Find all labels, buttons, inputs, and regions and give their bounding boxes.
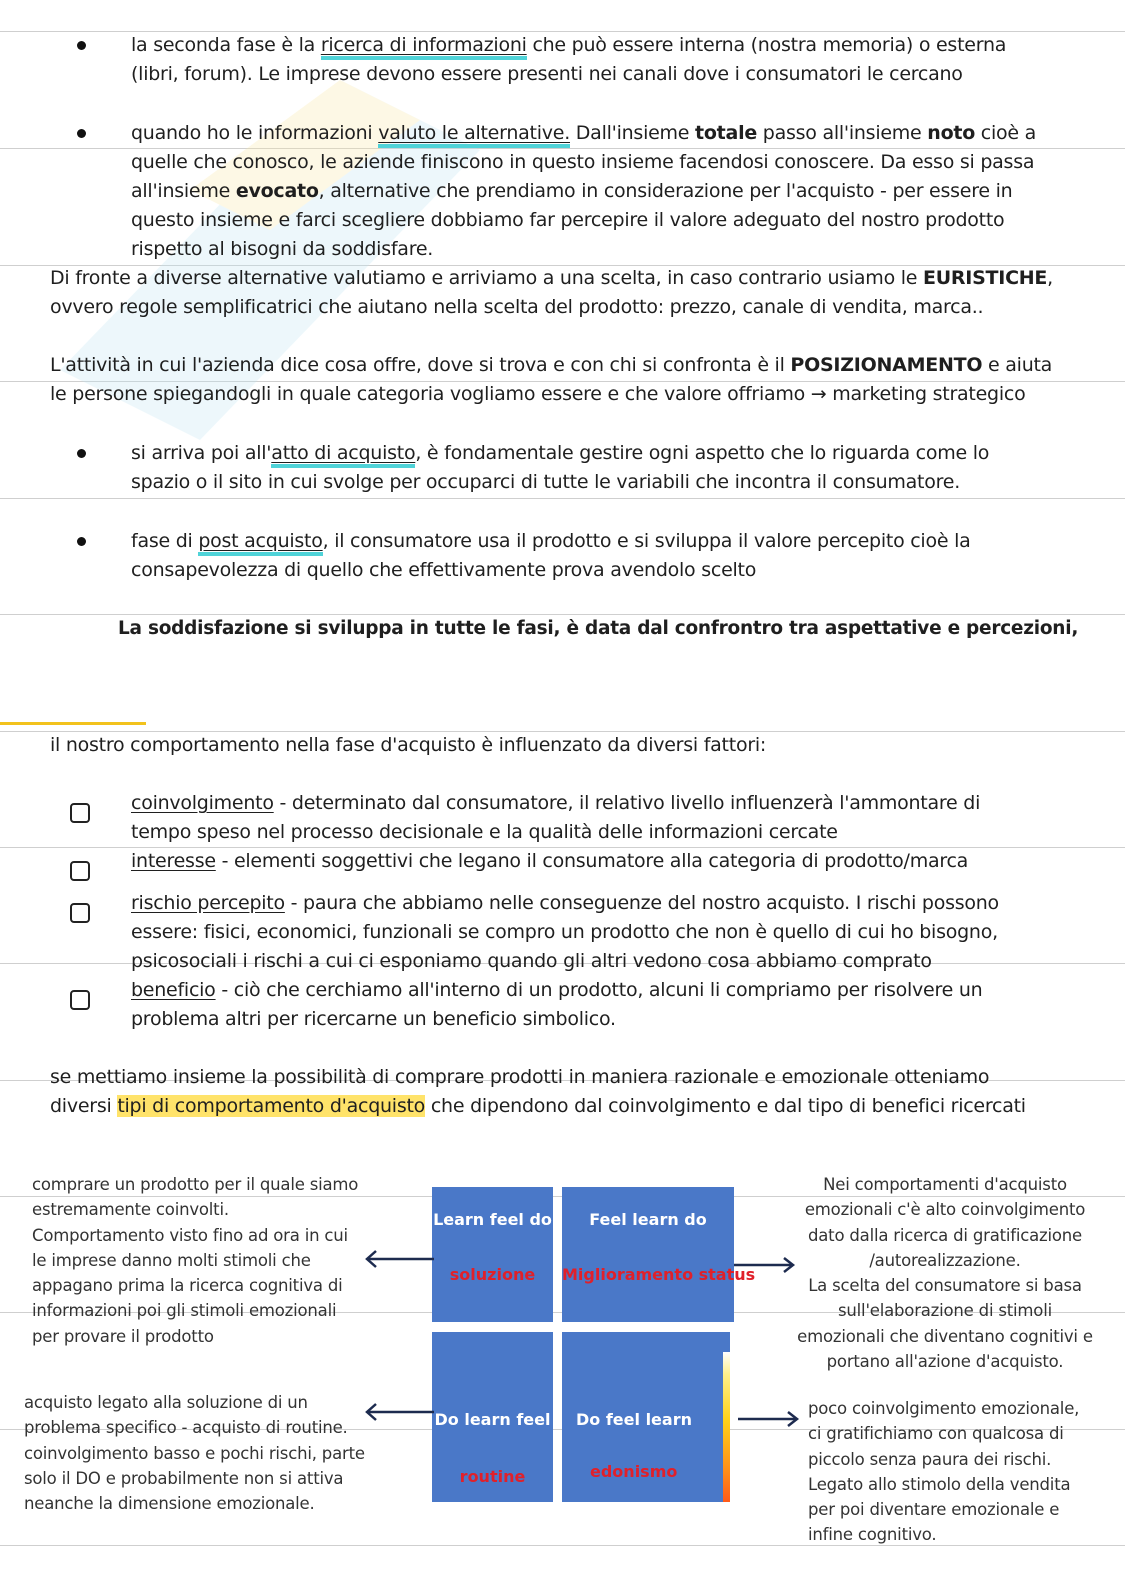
desc-feel-learn-do: Nei comportamenti d'acquisto emozionali c'è alto coinvolgimento dato dalla ricerca di gratificazione /autorealizzazione. La scelta del consumatore si basa sull'elaborazione di stimoli emozionali che diventano cognitivi e portano all'azione d'acquisto. (797, 1175, 1093, 1372)
conclusion-text: La soddisfazione si sviluppa in tutte le fasi, è data dal confrontro tra aspettative e percezioni, (118, 618, 1079, 639)
arrow-left-icon (364, 1402, 436, 1422)
bullet-4-line-2: consapevolezza di quello che effettivamente prova avendolo scelto (131, 559, 757, 581)
box-label: soluzione (449, 1265, 536, 1284)
box-feel-learn-do (562, 1187, 756, 1322)
checkbox-icon[interactable] (70, 903, 90, 923)
checkbox-icon[interactable] (70, 861, 90, 881)
box-title: Learn feel do (433, 1210, 552, 1229)
bullet-1-line-1: la seconda fase è la ricerca di informazioni che può essere interna (nostra memoria) o esterna (131, 31, 1006, 60)
paragraph-euristiche-line-2: ovvero regole semplificatrici che aiutano nella scelta del prodotto: prezzo, canale di vendita, marca.. (50, 296, 984, 318)
checkbox-icon[interactable] (70, 990, 90, 1010)
box-title: Do learn feel (434, 1410, 551, 1429)
paragraph-euristiche-line-1: Di fronte a diverse alternative valutiamo e arriviamo a una scelta, in caso contrario usiamo le EURISTICHE, (50, 267, 1053, 289)
paragraph-posizionamento-line-1: L'attività in cui l'azienda dice cosa offre, dove si trova e con chi si confronta è il POSIZIONAMENTO e aiuta (50, 354, 1053, 376)
box-do-learn-feel (432, 1332, 553, 1502)
checkbox-icon[interactable] (70, 803, 90, 823)
factor-coinvolgimento-line-1: coinvolgimento - determinato dal consumatore, il relativo livello influenzerà l'ammontare di (131, 792, 981, 814)
gradient-bar (723, 1352, 730, 1502)
bullet-1-line-2: (libri, forum). Le imprese devono essere presenti nei canali dove i consumatori le cercano (131, 63, 963, 85)
arrow-right-icon (736, 1409, 800, 1429)
bullet-icon (77, 129, 86, 138)
box-do-feel-learn (562, 1332, 730, 1502)
box-label: edonismo (590, 1462, 678, 1481)
box-learn-feel-do (432, 1187, 553, 1322)
factor-rischio-line-3: psicosociali i rischi a cui ci esponiamo quando gli altri vedono cosa abbiamo comprato (131, 950, 932, 972)
box-title: Feel learn do (589, 1210, 707, 1229)
factor-interesse-line-1: interesse - elementi soggettivi che legano il consumatore alla categoria di prodotto/marca (131, 850, 969, 872)
factor-beneficio-line-2: problema altri per ricercarne un beneficio simbolico. (131, 1008, 616, 1030)
bullet-2-line-2: quelle che conosco, le aziende finiscono in questo insieme facendosi conoscere. Da esso si passa (131, 151, 1035, 173)
box-label: Miglioramento status (562, 1265, 756, 1284)
factors-intro: il nostro comportamento nella fase d'acquisto è influenzato da diversi fattori: (50, 734, 767, 756)
bullet-2-line-1: quando ho le informazioni valuto le alternative. Dall'insieme totale passo all'insieme noto cioè a (131, 119, 1036, 148)
desc-learn-feel-do: comprare un prodotto per il quale siamo estremamente coinvolti. Comportamento visto fino ad ora in cui le imprese danno molti stimoli che appagano prima la ricerca cognitiva di informazioni poi gli stimoli emozionali per provare il prodotto (32, 1175, 359, 1346)
arrow-right-icon (732, 1255, 796, 1275)
box-title: Do feel learn (576, 1410, 692, 1429)
arrow-left-icon (364, 1249, 436, 1269)
paragraph-posizionamento-line-2: le persone spiegandogli in quale categoria vogliamo essere e che valore offriamo → marketing strategico (50, 383, 1026, 405)
bullet-icon (77, 537, 86, 546)
desc-do-feel-learn: poco coinvolgimento emozionale, ci gratifichiamo con qualcosa di piccolo senza paura dei rischi. Legato allo stimolo della vendita per poi diventare emozionale e infine cognitivo. (808, 1399, 1080, 1545)
ruled-line (0, 498, 1125, 499)
factor-coinvolgimento-line-2: tempo speso nel processo decisionale e la qualità delle informazioni cercate (131, 821, 838, 843)
bullet-4-line-1: fase di post acquisto, il consumatore usa il prodotto e si sviluppa il valore percepito cioè la (131, 527, 971, 556)
bullet-2-line-3: all'insieme evocato, alternative che prendiamo in considerazione per l'acquisto - per essere in (131, 180, 1013, 202)
factor-rischio-line-1: rischio percepito - paura che abbiamo nelle conseguenze del nostro acquisto. I rischi possono (131, 892, 999, 914)
section-divider (0, 722, 146, 725)
factor-beneficio-line-1: beneficio - ciò che cerchiamo all'interno di un prodotto, alcuni li compriamo per risolvere un (131, 979, 983, 1001)
desc-do-learn-feel: acquisto legato alla soluzione di un problema specifico - acquisto di routine. coinvolgimento basso e pochi rischi, parte solo il DO e probabilmente non si attiva neanche la dimensione emozionale. (24, 1393, 365, 1514)
bullet-icon (77, 449, 86, 458)
box-label: routine (459, 1467, 526, 1486)
comportamenti-intro-line-1: se mettiamo insieme la possibilità di comprare prodotti in maniera razionale e emozionale otteniamo (50, 1066, 990, 1088)
bullet-2-line-5: rispetto al bisogni da soddisfare. (131, 238, 434, 260)
comportamenti-intro-line-2: diversi tipi di comportamento d'acquisto che dipendono dal coinvolgimento e dal tipo di benefici ricercati (50, 1095, 1026, 1117)
bullet-3-line-1: si arriva poi all'atto di acquisto, è fondamentale gestire ogni aspetto che lo riguarda come lo (131, 439, 989, 468)
bullet-2-line-4: questo insieme e farci scegliere dobbiamo far percepire il valore adeguato del nostro prodotto (131, 209, 1005, 231)
bullet-icon (77, 41, 86, 50)
factor-rischio-line-2: essere: fisici, economici, funzionali se compro un prodotto che non è quello di cui ho bisogno, (131, 921, 998, 943)
bullet-3-line-2: spazio o il sito in cui svolge per occuparci di tutte le variabili che incontra il consumatore. (131, 471, 961, 493)
